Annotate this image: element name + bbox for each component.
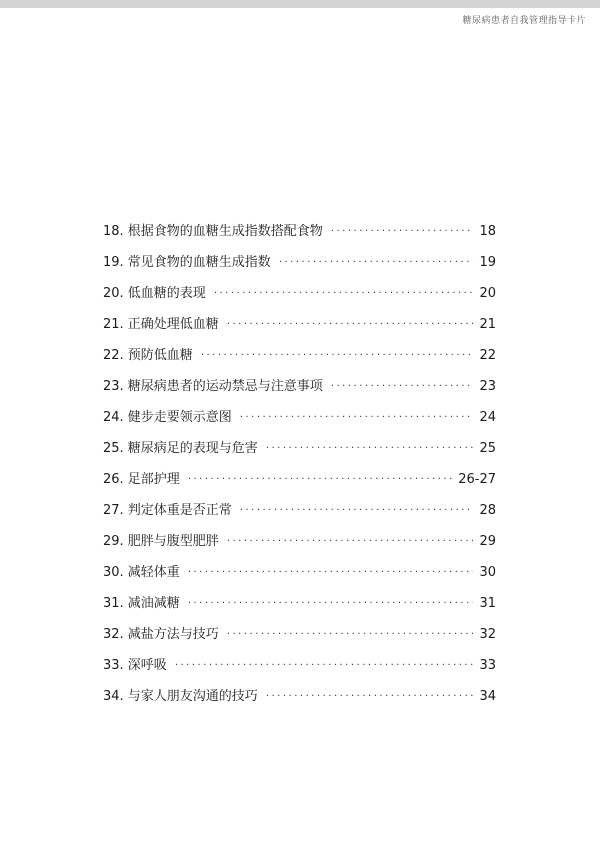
toc-leader-dots <box>331 222 474 242</box>
toc-entry-title: 19. 常见食物的血糖生成指数 <box>103 255 271 270</box>
toc-entry-page: 19 <box>479 255 496 270</box>
toc-entry-title: 30. 减轻体重 <box>103 565 180 580</box>
toc-entry[interactable] <box>103 470 496 501</box>
toc-entry-page: 20 <box>479 286 496 301</box>
toc-entry-page: 24 <box>479 410 496 425</box>
toc-entry-page: 33 <box>479 658 496 673</box>
toc-entry[interactable] <box>103 315 496 346</box>
toc-leader-dots <box>188 470 452 490</box>
running-header: 糖尿病患者自我管理指导卡片 <box>462 16 586 26</box>
toc-entry-title: 23. 糖尿病患者的运动禁忌与注意事项 <box>103 379 323 394</box>
toc-entry[interactable] <box>103 253 496 284</box>
toc-entry-title: 27. 判定体重是否正常 <box>103 503 232 518</box>
toc-entry-title: 32. 减盐方法与技巧 <box>103 627 219 642</box>
toc-entry-page: 22 <box>479 348 496 363</box>
toc-entry[interactable] <box>103 563 496 594</box>
toc-entry[interactable] <box>103 222 496 253</box>
toc-entry[interactable] <box>103 532 496 563</box>
toc-entry[interactable] <box>103 408 496 439</box>
toc-entry-title: 25. 糖尿病足的表现与危害 <box>103 441 258 456</box>
toc-entry[interactable] <box>103 625 496 656</box>
toc-entry[interactable] <box>103 594 496 625</box>
toc-leader-dots <box>175 656 474 676</box>
toc-leader-dots <box>201 346 474 366</box>
toc-entry-page: 28 <box>479 503 496 518</box>
toc-entry-page: 25 <box>479 441 496 456</box>
toc-entry-title: 22. 预防低血糖 <box>103 348 193 363</box>
header-bar <box>0 0 600 8</box>
toc-entry-page: 31 <box>479 596 496 611</box>
toc-entry-page: 32 <box>479 627 496 642</box>
toc-leader-dots <box>188 563 474 583</box>
toc-leader-dots <box>240 501 474 521</box>
toc-entry-title: 18. 根据食物的血糖生成指数搭配食物 <box>103 224 323 239</box>
toc-leader-dots <box>214 284 474 304</box>
toc-entry-page: 18 <box>479 224 496 239</box>
toc-entry-page: 26-27 <box>458 472 496 487</box>
toc-entry-title: 33. 深呼吸 <box>103 658 167 673</box>
toc-entry-title: 34. 与家人朋友沟通的技巧 <box>103 689 258 704</box>
toc-leader-dots <box>227 315 474 335</box>
toc-entry-title: 20. 低血糖的表现 <box>103 286 206 301</box>
toc-entry[interactable] <box>103 656 496 687</box>
toc-entry-title: 29. 肥胖与腹型肥胖 <box>103 534 219 549</box>
toc-leader-dots <box>227 532 474 552</box>
toc-entry[interactable] <box>103 284 496 315</box>
toc-entry-title: 31. 减油减糖 <box>103 596 180 611</box>
toc-entry-title: 26. 足部护理 <box>103 472 180 487</box>
toc-leader-dots <box>240 408 474 428</box>
toc-leader-dots <box>188 594 474 614</box>
toc-entry-page: 29 <box>479 534 496 549</box>
toc-leader-dots <box>227 625 474 645</box>
table-of-contents <box>103 222 496 718</box>
toc-leader-dots <box>331 377 474 397</box>
toc-entry[interactable] <box>103 687 496 718</box>
toc-entry-title: 21. 正确处理低血糖 <box>103 317 219 332</box>
toc-leader-dots <box>266 439 474 459</box>
toc-entry[interactable] <box>103 439 496 470</box>
toc-entry-page: 23 <box>479 379 496 394</box>
toc-entry-page: 21 <box>479 317 496 332</box>
toc-leader-dots <box>279 253 474 273</box>
toc-entry[interactable] <box>103 501 496 532</box>
toc-entry-page: 34 <box>479 689 496 704</box>
toc-entry-page: 30 <box>479 565 496 580</box>
toc-entry[interactable] <box>103 346 496 377</box>
toc-entry-title: 24. 健步走要领示意图 <box>103 410 232 425</box>
toc-entry[interactable] <box>103 377 496 408</box>
toc-leader-dots <box>266 687 474 707</box>
